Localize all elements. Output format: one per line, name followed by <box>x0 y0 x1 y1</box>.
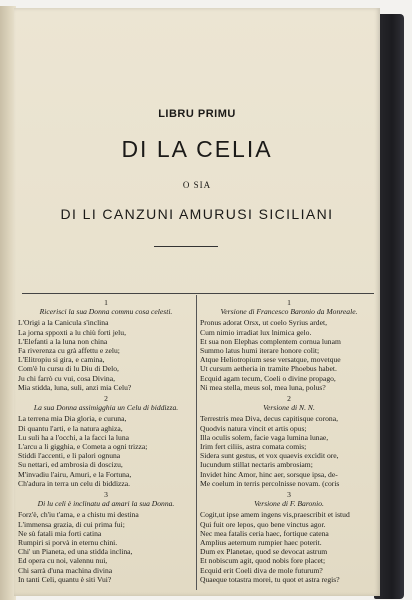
verse-line: Forz'è, ch'iu t'ama, e a chistu mi destina <box>18 510 139 520</box>
verse-line: Ut cursum aetheria in tramite Phoebus habet. <box>200 364 337 374</box>
verse-line: Et sua non Elephas complentem cornua lunam <box>200 336 341 346</box>
verse-line: Ecquid agam tecum, Coeli o divine propago, <box>200 373 336 383</box>
stanza-number: 3 <box>287 490 291 500</box>
verse-line: Pronus adorat Orsx, ut coelo Syrius ardet, <box>200 318 327 328</box>
left-column <box>18 298 194 584</box>
verse-line: Chi sarrà d'una machina divina <box>18 565 113 575</box>
stanza-heading: La sua Donna assimigghia un Celu di biddizza. <box>33 403 179 413</box>
verse-line: Summo latus humi iterare honore colit; <box>200 346 320 356</box>
verse-line: L'Elitropiu si gira, e camina, <box>18 355 105 365</box>
verse-line: Irim fert ciliis, astra comata comis; <box>200 442 307 452</box>
stanza-heading: Versione di F. Baronio. <box>254 499 324 509</box>
o-sia-label: O SIA <box>182 180 212 190</box>
verse-line: Illa oculis solem, facie vaga lumina lunae, <box>200 432 329 442</box>
long-rule <box>22 293 374 294</box>
verse-line: L'Origi a la Canicula s'inclina <box>18 318 109 328</box>
verse-line: Ed opera cu noi, valennu nui, <box>18 556 108 566</box>
subtitle: DI LI CANZUNI AMURUSI SICILIANI <box>60 206 334 222</box>
verse-line: Mia stidda, luna, suli, anzi mia Celu? <box>18 382 132 392</box>
verse-line: Dum ex Planetae, quod se devocat astrum <box>200 547 328 557</box>
stanza-heading: Versione di N. N. <box>263 403 315 413</box>
verse-line: Quodvis natura vincit et artis opus; <box>200 423 307 433</box>
verse-line: Stiddi l'accenti, e li palori ognuna <box>18 451 121 461</box>
stanza-number: 2 <box>104 394 108 404</box>
short-rule <box>154 246 218 247</box>
verse-line: Qui fuit ore lepos, quo bene vinctus agor. <box>200 519 326 529</box>
book-page <box>14 8 380 596</box>
verse-line: Quaeque totastra morei, tu quot et astra regis? <box>200 574 340 584</box>
verse-line: Chi' un Pianeta, ed una stidda inclina, <box>18 547 133 557</box>
verse-line: Me coelum in terris percolnisse novam. (coris <box>200 478 340 488</box>
verse-line: L'Elefanti a la luna non china <box>18 336 108 346</box>
verse-line: Cum nimio irradiat lux lnimica gelo. <box>200 327 312 337</box>
stanza-heading: Di lu celi è inclinatu ad amari la sua Donna. <box>37 499 175 509</box>
verse-line: Fa riverenza cu grà affettu e zelu; <box>18 346 120 356</box>
column-divider <box>196 295 197 590</box>
verse-line: La jorna sppoxti a lu chiù forti jelu, <box>18 327 126 337</box>
right-column <box>200 298 378 584</box>
main-title: DI LA CELIA <box>121 136 273 162</box>
verse-line: Amplius aeternum rumpier haec poterit. <box>200 538 322 548</box>
verse-line: Ni mea stella, meus sol, mea luna, polus? <box>200 382 326 392</box>
verse-line: Rumpiri si porvà in eternu chini. <box>18 538 118 548</box>
verse-line: Sidera sunt gestus, et vox quaevis excidit ore, <box>200 451 339 461</box>
verse-line: Di quantu l'arti, e la natura aghiza, <box>18 423 123 433</box>
verse-line: Ecquid erit Coeli diva de mole futurum? <box>200 565 323 575</box>
verse-line: Cogit,ut ipse amem ingens vis,praescribit et istud <box>200 510 350 520</box>
stanza-number: 1 <box>287 298 291 307</box>
book <box>0 6 408 600</box>
stanza-number: 3 <box>104 490 108 500</box>
verse-line: Terrestris mea Diva, decus capitisque corona, <box>200 414 338 424</box>
verse-line: Com'è lu cursu di lu Diu di Delo, <box>18 364 119 374</box>
verse-line: L'arcu a li gigghia, e Cometa a ogni trizza; <box>18 442 148 452</box>
stanza-number: 1 <box>104 298 108 307</box>
verse-line: Nec mea fatalis ceria haec, fortique catena <box>200 528 329 538</box>
verse-line: Et nobiscum agit, quod nobis fore placet; <box>200 556 326 566</box>
verse-line: Iucundum stillat nectaris ambrosiam; <box>200 460 313 470</box>
verse-line: Ne sù fatali mia forti catina <box>18 528 102 538</box>
verse-line: Atque Heliotropium sese versatque, movetque <box>200 355 341 365</box>
verse-line: Invidet hinc Amor, hinc aer, sorsque ipsa, de- <box>200 469 338 479</box>
verse-line: Ch'adura in terra un celu di biddizza. <box>18 478 131 488</box>
stanza-heading: Ricerisci la sua Donna commu cosa celesti. <box>39 307 173 317</box>
verse-line: La terrena mia Dia gloria, e curuna, <box>18 414 127 424</box>
verse-line: Ju chi farrò cu vui, cosa Divina, <box>18 373 116 383</box>
verse-line: In tanti Celi, quantu è siti Vui? <box>18 574 112 584</box>
stanza-number: 2 <box>287 394 291 404</box>
verse-line: Su nettari, ed ambrosia di doscizu, <box>18 460 123 470</box>
verse-line: Lu suli ha a l'occhi, a la facci la luna <box>18 432 130 442</box>
book-title: LIBRU PRIMU <box>158 108 236 120</box>
verse-line: M'invadiu l'airu, Amuri, e la Fortuna, <box>18 469 132 479</box>
verse-line: L'immensa grazia, di cui prima fui; <box>18 519 125 529</box>
stanza-heading: Versione di Francesco Baronio da Monreale. <box>220 307 358 317</box>
